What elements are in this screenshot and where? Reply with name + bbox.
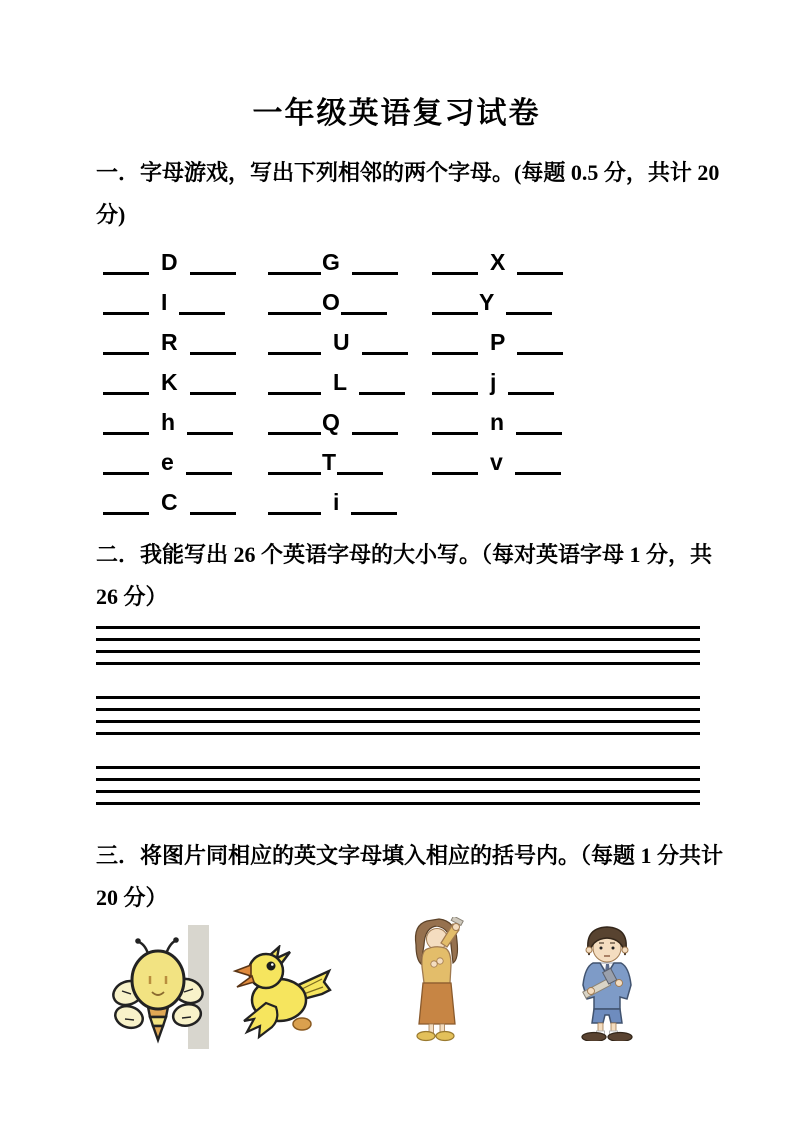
letter-row [103,402,712,442]
answer-blank-left [268,352,321,355]
given-letter: e [161,449,174,475]
letter-blank-pair [268,402,432,446]
given-letter: P [490,329,506,355]
answer-blank-left [268,272,321,275]
writing-guide-lines [96,626,712,805]
answer-blank-left [432,392,478,395]
answer-blank-right [187,432,233,435]
letter-blank-pair [103,442,268,486]
worksheet-content [96,152,724,1048]
writing-guide-line [96,708,700,711]
answer-blank-left [268,472,321,475]
section-two-heading-line2: 26 分） [96,584,168,609]
given-letter: G [322,249,340,275]
answer-blank-right [341,312,387,315]
letter-row [103,282,712,322]
answer-blank-right [351,512,397,515]
answer-blank-right [190,392,236,395]
bee-icon [112,933,207,1048]
writing-guide-line [96,638,700,641]
given-letter: C [161,489,178,515]
letter-row [103,362,712,402]
writing-guide-line [96,650,700,653]
given-letter: Y [479,289,495,315]
given-letter: h [161,409,176,435]
letter-blank-pair [432,362,554,406]
section-three-heading-line1: 三．将图片同相应的英文字母填入相应的括号内。（每题 1 分共计 [96,843,724,868]
writing-guide-line [96,778,700,781]
answer-blank-left [268,512,321,515]
given-letter: L [333,369,348,395]
given-letter: X [490,249,506,275]
chick-image [232,945,332,1040]
letter-blank-pair [103,402,268,446]
letter-row [103,322,712,362]
writing-guide-line [96,790,700,793]
answer-blank-right [352,432,398,435]
writing-guide-line [96,732,700,735]
letter-blank-pair [432,322,563,366]
boy-image [567,923,647,1041]
writing-guide-group [96,626,712,665]
given-letter: T [322,449,337,475]
answer-blank-right [179,312,225,315]
letter-blank-pair [268,442,432,486]
given-letter: R [161,329,178,355]
letter-row [103,442,712,482]
answer-blank-right [516,432,562,435]
section-one-heading-line2: 分) [96,202,126,227]
answer-blank-right [190,512,236,515]
answer-blank-left [432,352,478,355]
boy-icon [567,923,647,1041]
writing-guide-line [96,802,700,805]
letter-blank-pair [432,282,552,326]
given-letter: i [333,489,340,515]
section-one-heading-line1: 一．字母游戏，写出下列相邻的两个字母。(每题 0.5 分，共计 20 [96,160,720,185]
section-two-heading-line1: 二．我能写出 26 个英语字母的大小写。（每对英语字母 1 分，共 [96,542,713,567]
answer-blank-left [268,392,321,395]
answer-blank-right [508,392,554,395]
writing-guide-group [96,696,712,735]
given-letter: O [322,289,340,315]
letter-blank-pair [432,402,562,446]
given-letter: n [490,409,505,435]
answer-blank-right [337,472,383,475]
letter-blank-pair [432,242,563,286]
answer-blank-left [103,352,149,355]
bee-image [112,933,207,1048]
letter-blank-pair [268,282,432,326]
given-letter: K [161,369,178,395]
answer-blank-right [517,272,563,275]
letter-blank-pair [103,242,268,286]
letter-blank-pair [103,282,268,326]
letter-row [103,482,712,522]
answer-blank-right [186,472,232,475]
answer-blank-left [432,312,478,315]
answer-blank-left [103,392,149,395]
writing-guide-line [96,626,700,629]
answer-blank-right [515,472,561,475]
answer-blank-left [432,432,478,435]
letter-exercise-grid [96,242,712,522]
chick-icon [232,945,332,1040]
section-three-heading-line2: 20 分） [96,885,168,910]
answer-blank-right [359,392,405,395]
answer-blank-left [103,272,149,275]
letter-blank-pair [432,442,561,486]
answer-blank-left [432,472,478,475]
letter-blank-pair [103,322,268,366]
answer-blank-right [362,352,408,355]
writing-guide-line [96,766,700,769]
given-letter: j [490,369,497,395]
given-letter: D [161,249,178,275]
page-title: 一年级英语复习试卷 [252,97,541,130]
answer-blank-left [103,312,149,315]
answer-blank-right [352,272,398,275]
answer-blank-left [103,432,149,435]
answer-blank-left [103,512,149,515]
answer-blank-right [517,352,563,355]
answer-blank-left [432,272,478,275]
picture-row [112,921,712,1048]
answer-blank-right [190,352,236,355]
writing-guide-line [96,696,700,699]
letter-blank-pair [268,362,432,406]
woman-combing-hair-icon [407,917,467,1042]
letter-blank-pair [268,482,432,526]
answer-blank-right [506,312,552,315]
letter-blank-pair [268,242,432,286]
letter-blank-pair [268,322,432,366]
given-letter: U [333,329,350,355]
given-letter: Q [322,409,340,435]
letter-blank-pair [103,482,268,526]
letter-row [103,242,712,282]
answer-blank-left [268,432,321,435]
writing-guide-group [96,766,712,805]
given-letter: v [490,449,503,475]
answer-blank-left [103,472,149,475]
answer-blank-left [268,312,321,315]
woman-image [407,917,467,1042]
given-letter: I [161,289,168,315]
answer-blank-right [190,272,236,275]
writing-guide-line [96,662,700,665]
writing-guide-line [96,720,700,723]
letter-blank-pair [103,362,268,406]
